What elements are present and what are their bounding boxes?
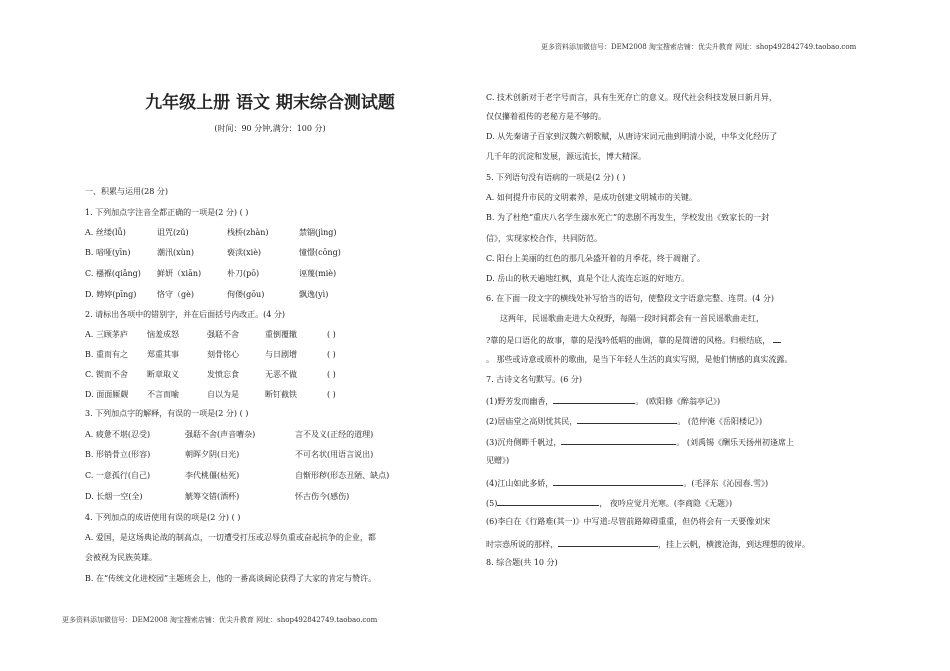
question-3-option-b <box>85 449 373 460</box>
question-4-option-d-line2: 几千年的沉淀和发展，源远流长，博大精深。 <box>486 152 646 161</box>
question-2-row-d <box>85 389 336 400</box>
poem-source: 。 (范仲淹《岳阳楼记》) <box>677 417 763 426</box>
poem-source: 。 (刘禹锡《酬乐天扬州初逢席上 <box>676 438 795 447</box>
option-item: D. 长烟一空(全) <box>85 492 143 501</box>
question-5-option-b-line2: 信》，实现家校合作，共同防范。 <box>486 234 602 243</box>
option-item: 佝偻(gōu) <box>227 290 265 299</box>
page-subtitle: (时间：90 分钟,满分：100 分) <box>214 124 326 133</box>
question-7-item-2 <box>486 414 762 427</box>
question-6-passage-line3: 。 那些或诗意或质朴的歌曲，是当下年轻人生活的真实写照，是他们情感的真实流露。 <box>486 355 793 364</box>
poem-source: ， 夜吟应觉月光寒。(李商隐《无题》) <box>599 499 733 508</box>
answer-bracket[interactable]: ( ) <box>327 390 336 399</box>
poem-line: 时宗悫所说的那样， <box>486 540 558 549</box>
idiom-item: 与日剧增 <box>265 350 297 359</box>
answer-blank[interactable] <box>497 496 599 506</box>
question-5-option-d: D. 岳山的秋天遍地红枫，真是个让人流连忘返的好地方。 <box>486 274 690 283</box>
question-1-option-c <box>85 268 336 279</box>
option-item: 恪守（gè) <box>157 290 194 299</box>
question-6-passage-line2 <box>486 333 781 346</box>
question-5-option-a: A. 如何提升市民的文明素养，是成功创建文明城市的关键。 <box>486 193 697 202</box>
question-4-option-c-line1: C. 技术创新对于老字号而言，具有生死存亡的意义。现代社会科技发展日新月异， <box>486 93 777 102</box>
option-item: 栈桥(zhàn) <box>227 228 269 237</box>
poem-line: (4)江山如此多娇， <box>486 479 554 488</box>
option-item: D. 娉婷(pīng) <box>85 290 137 299</box>
idiom-item: 恼羞成怒 <box>147 330 179 339</box>
question-1-option-a <box>85 227 337 238</box>
question-7-item-6-line1: (6)李白在《行路难(其一)》中写道:尽管前路障碍重重，但仍将会有一天要像刘宋 <box>486 517 771 526</box>
option-item: 鲜妍（xiān) <box>157 269 202 278</box>
question-4-option-d-line1: D. 从先秦诸子百家到汉魏六朝歌赋，从唐诗宋词元曲到明清小说，中华文化经历了 <box>486 132 778 141</box>
option-item: 不可名状(用语言说出) <box>295 450 374 459</box>
question-5-option-b-line1: B. 为了杜绝“重庆八名学生溺水死亡”的悲剧不再发生，学校发出《致家长的一封 <box>486 213 770 222</box>
page-header: 更多资料添加微信号：DEM2008 淘宝搜索店铺：优尖升教育 网址：shop492842749.taobao.com <box>541 43 857 51</box>
passage-text: ?靠的是口语化的故事，靠的是浅吟低唱的曲调，靠的是简谱的风格。归根结底， <box>486 336 771 345</box>
question-3-stem: 3. 下列加点字的解释，有误的一项是(2 分) ( ) <box>85 409 249 418</box>
question-7-item-5 <box>486 496 732 509</box>
answer-blank[interactable] <box>773 333 781 343</box>
poem-source: 。 (欧阳修《醉翁亭记》) <box>635 397 721 406</box>
question-4-stem: 4. 下列加点的成语使用有误的项是(2 分) ( ) <box>85 513 241 522</box>
question-3-option-a <box>85 429 373 440</box>
question-7-item-4 <box>486 476 768 489</box>
option-item: A. 疲惫不堪(忍受) <box>85 430 151 439</box>
option-item: 自惭形秽(形态丑陋、缺点) <box>295 471 390 480</box>
question-3-option-d <box>85 491 349 502</box>
option-item: 诬蔑(miè) <box>299 269 337 278</box>
idiom-item: 无恶不做 <box>265 370 297 379</box>
poem-line: (3)沉舟侧畔千帆过， <box>486 438 562 447</box>
question-2-row-c <box>85 369 336 380</box>
option-item: 亵渎(xiè) <box>227 248 262 257</box>
poem-line: ，挂上云帆，横渡沧海，到达理想的彼岸。 <box>658 540 810 549</box>
idiom-item: 断钉截铁 <box>265 390 297 399</box>
idiom-item: D. 面面厮觑 <box>85 390 129 399</box>
poem-line: (5) <box>486 499 498 508</box>
answer-blank[interactable] <box>561 435 676 445</box>
idiom-item: 刻骨铭心 <box>207 350 239 359</box>
option-item: 朴刀(pō) <box>227 269 260 278</box>
option-item: C. 一意孤行(自己) <box>85 471 151 480</box>
question-4-option-b: B. 在“传统文化进校园”主题班会上，他的一番高谈阔论获得了大家的肯定与赞许。 <box>85 574 377 583</box>
idiom-item: 发愤忘食 <box>207 370 239 379</box>
option-item: B. 喑哑(yīn) <box>85 248 131 257</box>
option-item: 朝晖夕阴(日光) <box>185 450 240 459</box>
answer-blank[interactable] <box>553 476 683 486</box>
option-item: 潮汛(xùn) <box>157 248 195 257</box>
poem-source: 。(毛泽东《沁园春.雪》) <box>683 479 769 488</box>
page-footer: 更多资料添加微信号：DEM2008 淘宝搜索店铺：优尖升教育 网址：shop492842749.taobao.com <box>62 616 378 624</box>
idiom-item: 自以为是 <box>207 390 239 399</box>
option-item: B. 形销骨立(形容) <box>85 450 151 459</box>
question-5-option-c: C. 阳台上美丽的红色的那几朵盛开着的月季花，终于凋谢了。 <box>486 254 705 263</box>
question-2-row-a <box>85 329 336 340</box>
question-1-option-b <box>85 247 341 258</box>
answer-bracket[interactable]: ( ) <box>327 350 336 359</box>
idiom-item: 重倒覆辙 <box>265 330 297 339</box>
idiom-item: 郑重其事 <box>147 350 179 359</box>
question-5-stem: 5. 下列语句没有语病的一项是(2 分) ( ) <box>486 173 626 182</box>
section-heading: 一、积累与运用(28 分) <box>85 187 168 196</box>
question-1-stem: 1. 下列加点字注音全都正确的一项是(2 分) ( ) <box>85 208 249 217</box>
option-item: C. 襁褓(qiǎng) <box>85 269 141 278</box>
answer-bracket[interactable]: ( ) <box>327 370 336 379</box>
question-7-item-3-cont: 见赠》) <box>486 456 510 465</box>
answer-blank[interactable] <box>577 414 677 424</box>
question-6-passage-line1: 这两年，民谣歌曲走进大众视野，每隔一段时间都会有一首民谣歌曲走红， <box>500 314 764 323</box>
question-7-item-3 <box>486 435 794 448</box>
question-4-option-a-line1: A. 爱国，是这场典论战的制高点，一切遭受打压或忍辱负重或奋起抗争的企业，都 <box>85 533 376 542</box>
option-item: 诅咒(zǔ) <box>157 228 189 237</box>
poem-line: (1)野芳发而幽香， <box>486 397 554 406</box>
idiom-item: 强聒不舍 <box>207 330 239 339</box>
question-7-item-1 <box>486 394 720 407</box>
idiom-item: 不言而喻 <box>147 390 179 399</box>
idiom-item: C. 锲而不舍 <box>85 370 128 379</box>
answer-blank[interactable] <box>558 537 658 547</box>
page-title: 九年级上册 语文 期末综合测试题 <box>145 93 395 113</box>
option-item: 憧憬(cōng) <box>299 248 341 257</box>
question-2-stem: 2. 请标出各项中的错别字，并在后面括号内改正。(4 分) <box>85 310 286 319</box>
question-4-option-c-line2: 仅仅攥着祖传的老秘方是不够的。 <box>486 112 606 121</box>
option-item: 怀古伤今(感伤) <box>295 492 350 501</box>
option-item: 禁锢(jìng) <box>299 228 337 237</box>
answer-blank[interactable] <box>553 394 635 404</box>
poem-line: (2)居庙堂之高则忧其民， <box>486 417 578 426</box>
question-1-option-d <box>85 289 328 300</box>
answer-bracket[interactable]: ( ) <box>327 330 336 339</box>
idiom-item: A. 三顾茅庐 <box>85 330 128 339</box>
question-7-stem: 7. 古诗文名句默写。(6 分) <box>486 375 583 384</box>
question-8-stem: 8. 综合题(共 10 分) <box>486 558 558 567</box>
option-item: 觥筹交错(酒杯) <box>185 492 240 501</box>
question-2-row-b <box>85 349 336 360</box>
question-6-stem: 6. 在下面一段文字的横线处补写恰当的语句，使整段文字语意完整、连贯。(4 分) <box>486 294 775 303</box>
question-4-option-a-line2: 会被视为民族英雄。 <box>85 553 157 562</box>
idiom-item: 断章取义 <box>147 370 179 379</box>
question-7-item-6-line2 <box>486 537 810 550</box>
option-item: 强聒不舍(声音嘈杂) <box>185 430 256 439</box>
option-item: A. 丝缕(lǚ) <box>85 228 126 237</box>
idiom-item: B. 重而有之 <box>85 350 128 359</box>
option-item: 李代桃僵(枯死) <box>185 471 240 480</box>
option-item: 言不及义(正经的道理) <box>295 430 374 439</box>
question-3-option-c <box>85 470 389 481</box>
option-item: 飘逸(yì) <box>299 290 329 299</box>
